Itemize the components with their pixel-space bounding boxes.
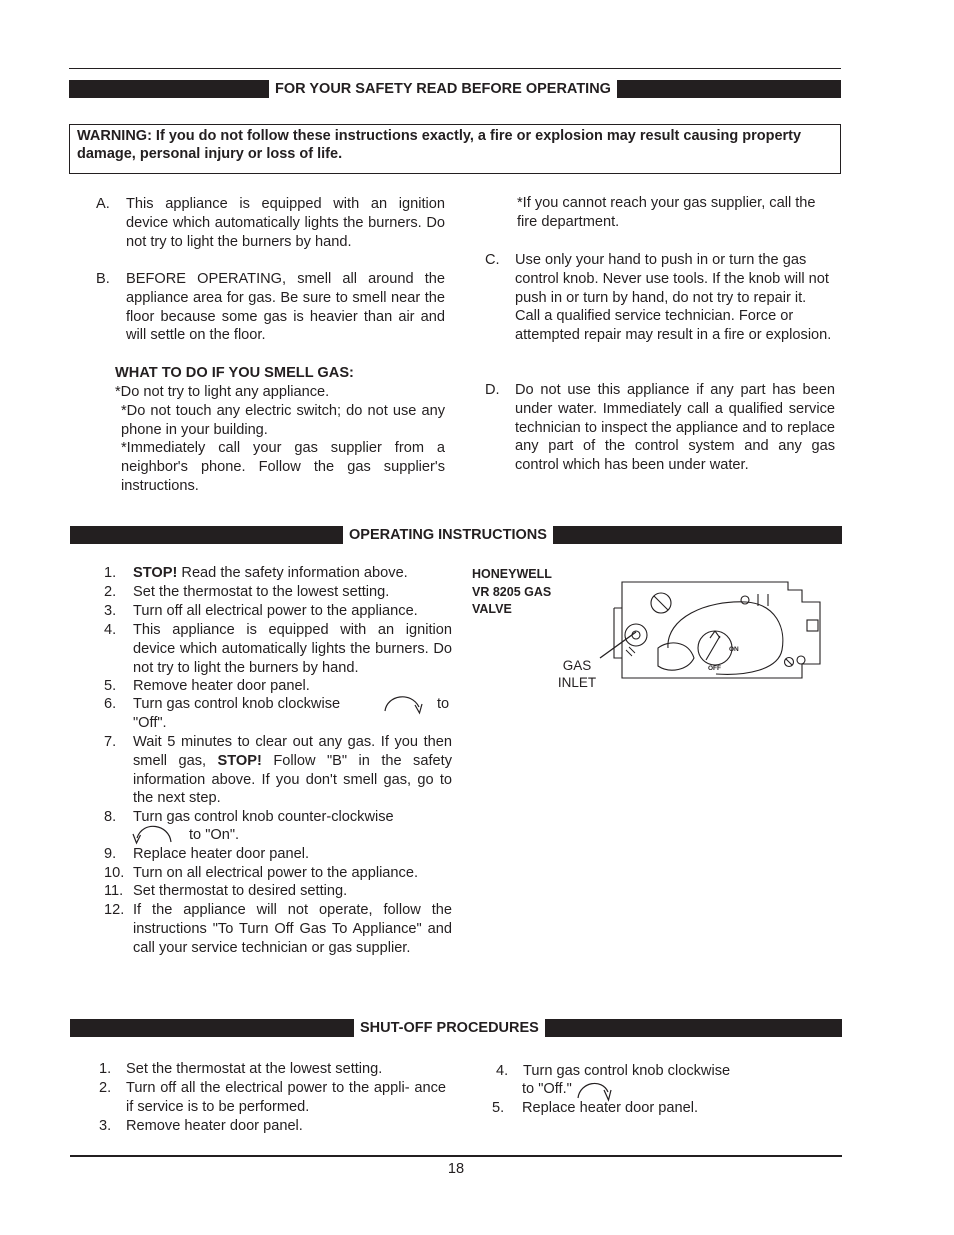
safety-header: FOR YOUR SAFETY READ BEFORE OPERATING [269,80,617,98]
step-number: 2. [99,1080,112,1096]
step-text: Turn off all electrical power to the appliance. [133,603,418,619]
item-marker: D. [485,382,500,398]
bottom-rule [70,1155,842,1157]
step-number: 10. [104,865,125,881]
shutoff-step-2 [99,1079,447,1117]
item-text: Use only your hand to push in or turn the gas control knob. Never use tools. If the knob will not push in or turn by hand, do not try to repair it. Call a qualified service technician. Force or attempted repair may result in a fire or explosion. [515,252,832,344]
shutoff-step-3 [99,1117,447,1136]
operating-step-7 [104,733,452,809]
step-text [133,564,452,583]
step-number: 12. [104,902,125,918]
gas-inlet-label [556,658,598,691]
safety-item-b [96,270,446,348]
stop-bold: STOP! [217,752,262,769]
step-text-on: to "On". [189,827,240,843]
warning-box [69,124,841,174]
operating-header-bar [70,526,842,544]
step-number: 11. [104,883,124,899]
shutoff-step-5 [492,1099,792,1118]
step-text-off: to "Off." [522,1081,572,1097]
step-text-pre: Wait 5 minutes to clear out any gas. If you then smell gas, [133,734,452,769]
page-number: 18 [447,1161,465,1177]
step-text: Turn gas control knob counter-clockwise [133,809,394,825]
step-text: Turn gas control knob clockwise [133,696,341,712]
step-number: 9. [104,846,117,862]
item-marker: B. [96,271,110,287]
valve-caption-line: HONEYWELL [472,567,552,581]
operating-header: OPERATING INSTRUCTIONS [343,526,553,544]
operating-step-6 [104,695,452,735]
step-text: Set the thermostat to the lowest setting. [133,584,390,600]
step-number: 4. [104,622,117,638]
safety-header-bar [69,80,841,98]
step-number: 3. [99,1118,112,1134]
operating-step-9 [104,845,452,864]
step-number: 8. [104,809,117,825]
safety-item-a [96,195,446,255]
step-text: Replace heater door panel. [133,846,310,862]
knob-off-label: OFF [708,665,721,672]
shutoff-header: SHUT-OFF PROCEDURES [354,1019,545,1037]
step-number: 4. [496,1063,509,1079]
step-text [133,733,452,808]
operating-step-10 [104,864,452,883]
stop-bold: STOP! [133,565,178,581]
gas-inlet-line: INLET [557,674,597,690]
operating-step-8 [104,808,452,848]
operating-step-2 [104,583,452,602]
operating-step-11 [104,882,452,901]
step-text: Replace heater door panel. [522,1100,699,1116]
operating-step-1 [104,564,452,583]
knob-on-label: ON [729,646,739,653]
valve-caption [472,566,552,619]
step-text: Turn gas control knob clockwise [523,1063,731,1079]
step-text: If the appliance will not operate, follow the instructions "To Turn Off Gas To Appliance" and call your service technician or gas supplier. [133,902,452,956]
step-text-to: to [437,696,450,712]
gas-valve-diagram [596,578,832,684]
gas-inlet-line: GAS [562,658,592,673]
safety-item-c [485,251,837,366]
step-text: Turn off all the electrical power to the appli- ance if service is to be performed. [126,1080,446,1115]
step-number: 2. [104,584,117,600]
shutoff-step-1 [99,1060,447,1079]
top-rule [69,68,841,69]
clockwise-arrow-icon [381,689,425,717]
step-text-off: "Off". [133,715,167,731]
item-text: This appliance is equipped with an ignition device which automatically lights the burners. Do not try to light the burners by hand. [126,196,445,250]
shutoff-step-4 [496,1062,796,1100]
item-marker: A. [96,196,110,212]
step-text-rest: Follow "B" in the safety information above. If you don't smell gas, go to the next step. [133,752,452,807]
smell-gas-bullet: *Do not touch any electric switch; do not use any phone in your building. [121,403,445,438]
item-text: BEFORE OPERATING, smell all around the appliance area for gas. Be sure to smell near the floor because some gas is heavier than air and will settle on the floor. [126,271,445,344]
step-text: Set the thermostat at the lowest setting. [126,1061,383,1077]
step-number: 5. [104,678,117,694]
step-text: Turn on all electrical power to the appliance. [133,865,419,881]
smell-gas-bullet: *Do not try to light any appliance. [115,384,330,400]
safety-item-d [485,381,837,477]
smell-gas-heading: WHAT TO DO IF YOU SMELL GAS: [115,365,354,381]
step-number: 3. [104,603,117,619]
item-marker: C. [485,252,500,268]
warning-text: WARNING: If you do not follow these instructions exactly, a fire or explosion may result causing property damage, personal injury or loss of life. [77,128,802,162]
step-text-rest: Read the safety information above. [177,565,408,581]
step-text: Remove heater door panel. [126,1118,303,1134]
step-number: 7. [104,734,117,750]
valve-caption-line: VR 8205 GAS [472,584,552,599]
operating-step-4 [104,621,452,678]
step-number: 6. [104,696,117,712]
step-number: 1. [99,1061,112,1077]
item-text: Do not use this appliance if any part has been under water. Immediately call a qualified service technician to inspect the appliance and to replace any part of the control system and any gas control which has been under water. [515,382,835,474]
operating-step-3 [104,602,452,621]
step-number: 1. [104,565,117,581]
operating-step-12 [104,901,452,977]
step-text: This appliance is equipped with an ignition device which automatically lights the burners. Do not try to light the burners by hand. [133,622,452,676]
step-text: Remove heater door panel. [133,678,310,694]
smell-gas-bullet: *If you cannot reach your gas supplier, call the fire department. [517,195,816,230]
shutoff-header-bar [70,1019,842,1037]
smell-gas-bullet: *Immediately call your gas supplier from a neighbor's phone. Follow the gas supplier's instructions. [121,440,445,494]
step-number: 5. [492,1100,505,1116]
valve-caption-line: VALVE [472,602,512,616]
step-text: Set thermostat to desired setting. [133,883,348,899]
